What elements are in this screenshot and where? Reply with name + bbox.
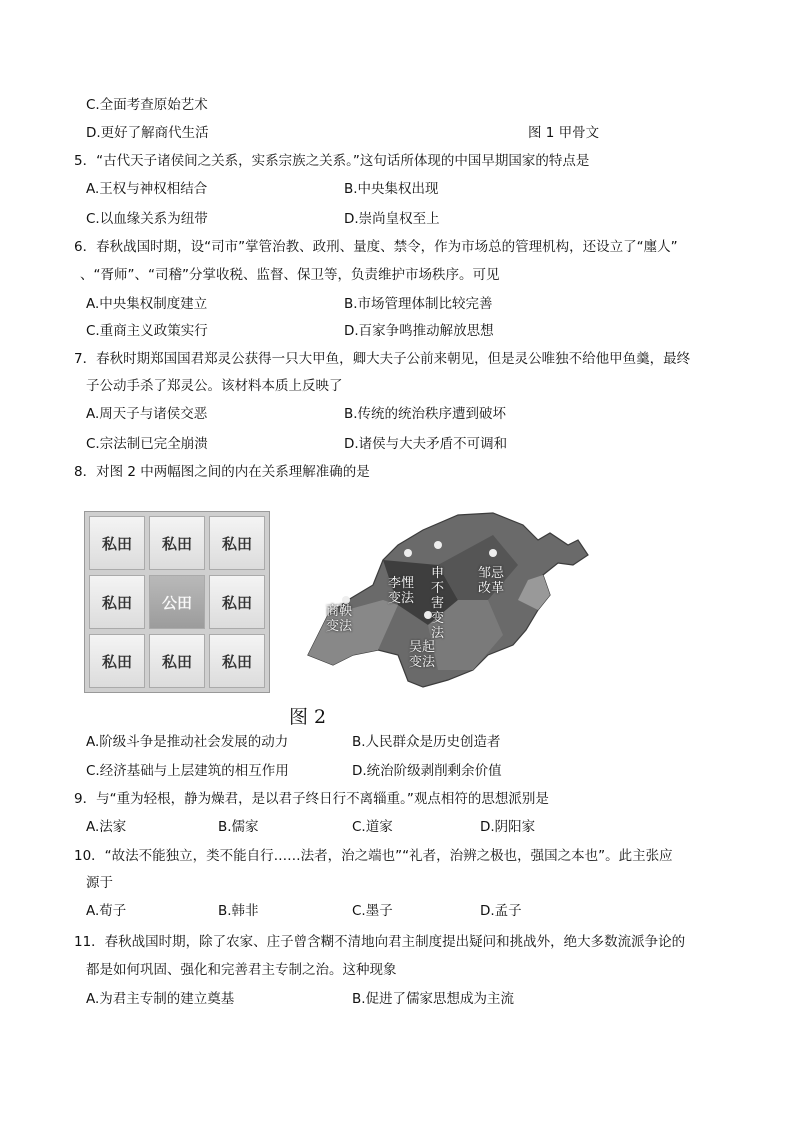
reform-figure-icon [434,541,442,549]
map-label-likui: 李悝 变法 [387,576,414,606]
map-label-shangyang: 商鞅 变法 [325,604,352,634]
q6-option-b: B.市场管理体制比较完善 [344,296,493,312]
q9-option-c: C.道家 [352,819,393,835]
map-label-wuqi: 吴起 变法 [408,640,435,670]
q5-option-d: D.崇尚皇权至上 [344,211,440,227]
q9-option-b: B.儒家 [218,819,259,835]
grid-cell-private: 私田 [89,575,145,629]
map-label-zouji: 邹忌 改革 [477,566,504,596]
q9-option-a: A.法家 [86,819,127,835]
q10-option-c: C.墨子 [352,903,393,919]
reform-figure-icon [489,549,497,557]
q5-option-a: A.王权与神权相结合 [86,181,208,197]
grid-cell-private: 私田 [209,516,265,570]
figure1-caption: 图 1 甲骨文 [528,125,600,141]
q5-stem: 5．“古代天子诸侯间之关系，实系宗族之关系。”这句话所体现的中国早期国家的特点是 [74,153,590,169]
figure2-caption: 图 2 [289,706,327,728]
q11-stem-line2: 都是如何巩固、强化和完善君主专制之治。这种现象 [86,962,397,978]
q6-option-a: A.中央集权制度建立 [86,296,208,312]
q9-option-d: D.阴阳家 [480,819,536,835]
q8-stem: 8．对图 2 中两幅图之间的内在关系理解准确的是 [74,464,370,480]
q11-stem-line1: 11．春秋战国时期，除了农家、庄子曾含糊不清地向君主制度提出疑问和挑战外，绝大多数流派争论的 [74,934,686,950]
well-field-grid [84,511,270,693]
prev-option-c: C.全面考查原始艺术 [86,97,208,113]
q7-option-a: A.周天子与诸侯交恶 [86,406,208,422]
q11-option-b: B.促进了儒家思想成为主流 [352,991,515,1007]
q10-option-a: A.荀子 [86,903,127,919]
q9-stem: 9．与“重为轻根，静为燥君，是以君子终日行不离辎重。”观点相符的思想派别是 [74,791,549,807]
q8-option-b: B.人民群众是历史创造者 [352,734,501,750]
grid-cell-private: 私田 [149,634,205,688]
q8-option-c: C.经济基础与上层建筑的相互作用 [86,763,289,779]
warring-states-reform-map [288,505,608,695]
q7-option-b: B.传统的统治秩序遭到破坏 [344,406,507,422]
q10-stem-line2: 源于 [86,875,113,891]
q8-option-a: A.阶级斗争是推动社会发展的动力 [86,734,289,750]
q6-option-d: D.百家争鸣推动解放思想 [344,323,494,339]
reform-figure-icon [404,549,412,557]
q7-stem-line1: 7．春秋时期郑国国君郑灵公获得一只大甲鱼，卿大夫子公前来朝见，但是灵公唯独不给他甲鱼羹，最终 [74,351,691,367]
grid-cell-private: 私田 [209,634,265,688]
map-label-shenbuhai: 申不害变法 [430,566,444,641]
q7-option-d: D.诸侯与大夫矛盾不可调和 [344,436,508,452]
q10-option-b: B.韩非 [218,903,259,919]
grid-cell-private: 私田 [89,634,145,688]
grid-cell-public: 公田 [149,575,205,629]
q11-option-a: A.为君主专制的建立奠基 [86,991,235,1007]
q10-stem-line1: 10．“故法不能独立，类不能自行……法者，治之端也”“礼者，治辨之极也，强国之本也”。此主张应 [74,848,673,864]
q5-option-c: C.以血缘关系为纽带 [86,211,208,227]
grid-cell-private: 私田 [149,516,205,570]
q6-option-c: C.重商主义政策实行 [86,323,208,339]
q5-option-b: B.中央集权出现 [344,181,439,197]
prev-option-d: D.更好了解商代生活 [86,125,209,141]
grid-cell-private: 私田 [209,575,265,629]
q10-option-d: D.孟子 [480,903,522,919]
q7-option-c: C.宗法制已完全崩溃 [86,436,208,452]
q6-stem-line1: 6．春秋战国时期，设“司市”掌管治教、政刑、量度、禁令，作为市场总的管理机构，还设立了“廛人” [74,239,678,255]
q6-stem-line2: 、“胥师”、“司稽”分掌收税、监督、保卫等，负责维护市场秩序。可见 [80,267,500,283]
reform-figure-icon [342,596,350,604]
q7-stem-line2: 子公动手杀了郑灵公。该材料本质上反映了 [86,378,343,394]
grid-cell-private: 私田 [89,516,145,570]
q8-option-d: D.统治阶级剥削剩余价值 [352,763,502,779]
